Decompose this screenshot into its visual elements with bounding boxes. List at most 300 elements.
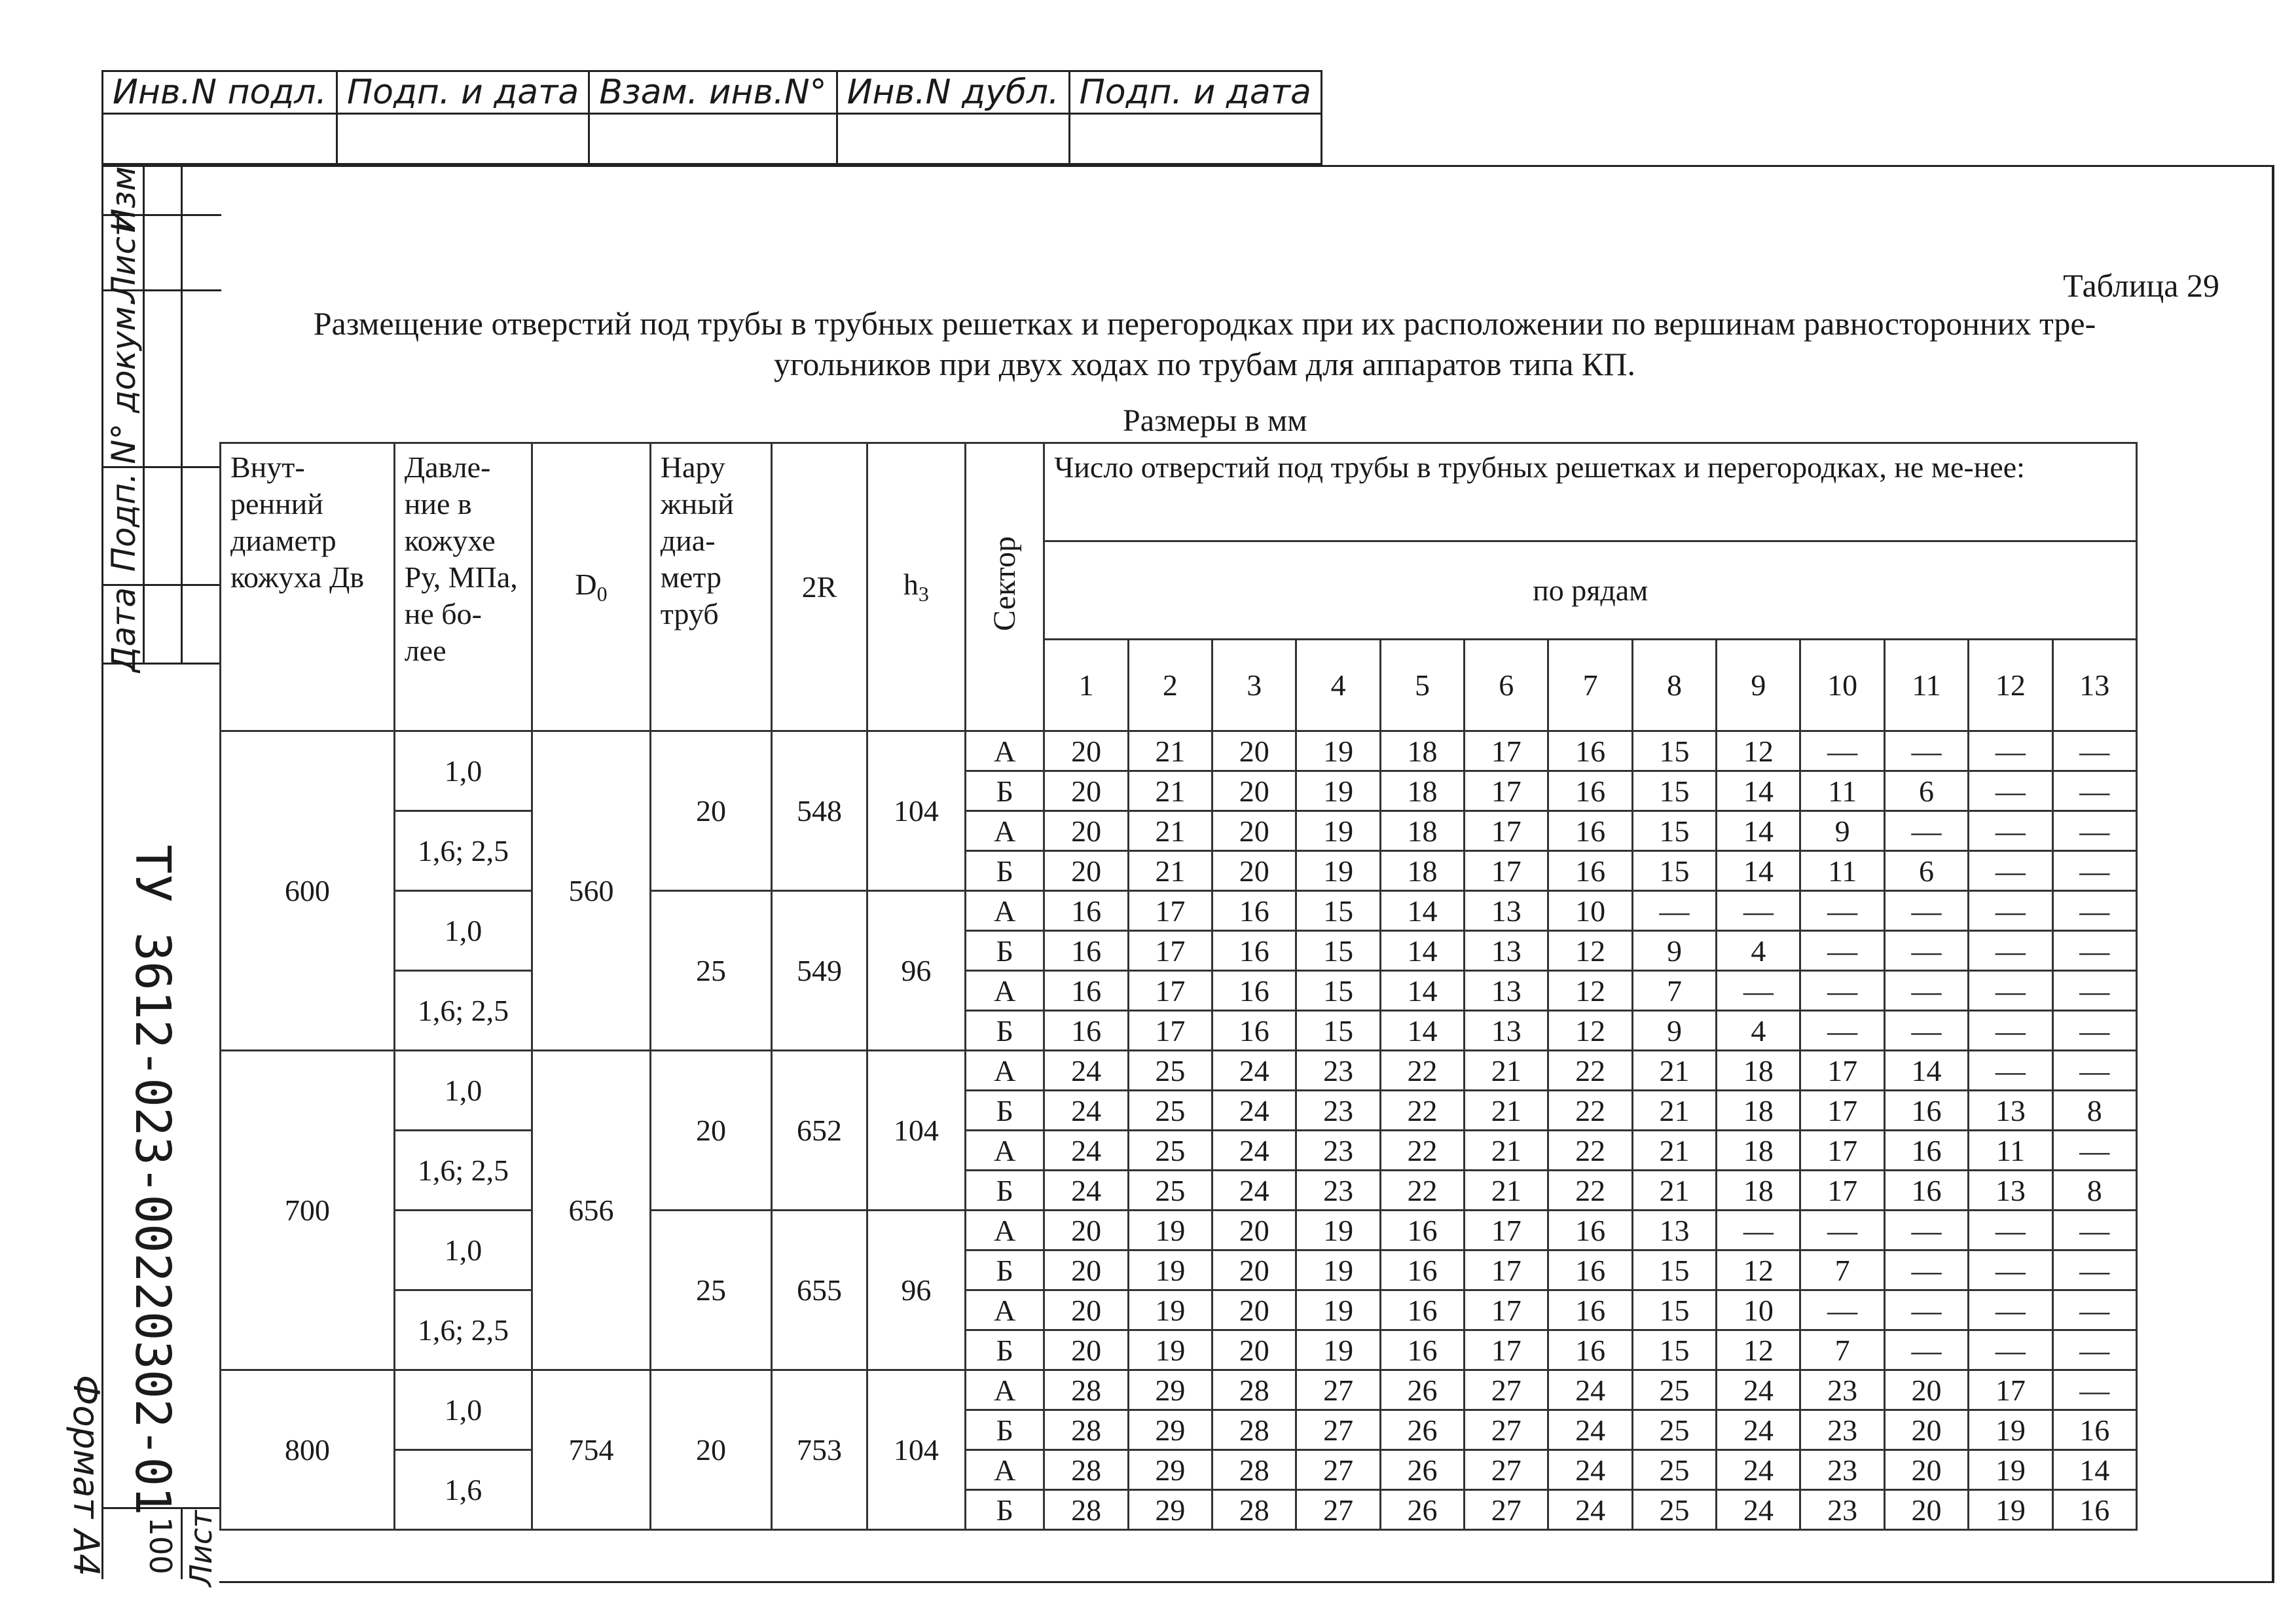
cell-hole-count: 24 — [1212, 1091, 1296, 1131]
cell-hole-count: — — [2052, 931, 2136, 971]
cell-hole-count: 24 — [1548, 1370, 1632, 1410]
header-h3 — [867, 443, 965, 731]
cell-hole-count: — — [1884, 1330, 1968, 1370]
cell-hole-count: 19 — [1969, 1410, 2052, 1450]
cell-hole-count: 25 — [1128, 1051, 1212, 1091]
header-row-9: 9 — [1717, 640, 1800, 731]
cell-hole-count: 23 — [1296, 1131, 1380, 1171]
cell-hole-count: — — [1969, 971, 2052, 1011]
cell-hole-count: 12 — [1548, 931, 1632, 971]
cell-hole-count: 17 — [1128, 931, 1212, 971]
cell-hole-count: — — [1884, 811, 1968, 851]
cell-hole-count: 21 — [1465, 1131, 1548, 1171]
cell-hole-count: 10 — [1548, 891, 1632, 931]
cell-hole-count: 15 — [1296, 1011, 1380, 1051]
cell-hole-count: 27 — [1465, 1450, 1548, 1490]
cell-hole-count: — — [1884, 1211, 1968, 1250]
cell-hole-count: 23 — [1296, 1091, 1380, 1131]
cell-hole-count: 28 — [1044, 1490, 1128, 1530]
header-by-rows: по рядам — [1044, 541, 2137, 640]
table-row — [221, 971, 2137, 1011]
cell-pressure: 1,6; 2,5 — [394, 1131, 532, 1211]
cell-hole-count: 13 — [1465, 891, 1548, 931]
cell-hole-count: — — [2052, 1330, 2136, 1370]
cell-hole-count: 20 — [1212, 1250, 1296, 1290]
stamp-header-podp-data-2: Подп. и дата — [1069, 71, 1321, 114]
cell-hole-count: 21 — [1632, 1131, 1716, 1171]
header-row-13: 13 — [2052, 640, 2136, 731]
header-row-11: 11 — [1884, 640, 1968, 731]
table-row — [221, 1450, 2137, 1490]
cell-hole-count: 14 — [1380, 931, 1464, 971]
cell-hole-count: 20 — [1044, 1290, 1128, 1330]
cell-outer-diameter: 20 — [650, 731, 772, 891]
cell-hole-count: 12 — [1717, 1330, 1800, 1370]
header-h3-main: h — [903, 568, 919, 602]
cell-hole-count: 21 — [1632, 1091, 1716, 1131]
cell-hole-count: 13 — [1969, 1171, 2052, 1211]
cell-hole-count: 20 — [1044, 771, 1128, 811]
cell-h3: 96 — [867, 1211, 965, 1370]
cell-hole-count: 26 — [1380, 1410, 1464, 1450]
cell-hole-count: 7 — [1800, 1330, 1884, 1370]
cell-hole-count: — — [1969, 771, 2052, 811]
cell-hole-count: — — [1969, 811, 2052, 851]
cell-pressure: 1,6; 2,5 — [394, 971, 532, 1051]
table-row — [221, 1290, 2137, 1330]
cell-hole-count: 24 — [1717, 1410, 1800, 1450]
cell-pressure: 1,0 — [394, 1051, 532, 1131]
cell-hole-count: 27 — [1296, 1370, 1380, 1410]
cell-hole-count: 27 — [1465, 1370, 1548, 1410]
cell-sector: А — [966, 1290, 1044, 1330]
cell-sector: А — [966, 1370, 1044, 1410]
cell-hole-count: 15 — [1632, 1330, 1716, 1370]
cell-hole-count: 17 — [1465, 851, 1548, 891]
table-body — [221, 731, 2137, 1530]
header-row-8: 8 — [1632, 640, 1716, 731]
header-row-2: 2 — [1128, 640, 1212, 731]
cell-inner-diameter: 700 — [221, 1051, 395, 1370]
cell-sector: А — [966, 1450, 1044, 1490]
cell-hole-count: 29 — [1128, 1370, 1212, 1410]
cell-pressure: 1,0 — [394, 1370, 532, 1450]
cell-hole-count: 20 — [1044, 1330, 1128, 1370]
cell-hole-count: — — [2052, 971, 2136, 1011]
cell-hole-count: 17 — [1465, 771, 1548, 811]
cell-hole-count: 29 — [1128, 1450, 1212, 1490]
cell-hole-count: 21 — [1128, 811, 1212, 851]
cell-hole-count: 16 — [1548, 731, 1632, 771]
cell-hole-count: — — [1800, 1211, 1884, 1250]
cell-hole-count: 29 — [1128, 1410, 1212, 1450]
cell-hole-count: 18 — [1380, 851, 1464, 891]
cell-hole-count: 19 — [1296, 1211, 1380, 1250]
cell-hole-count: 4 — [1717, 1011, 1800, 1051]
cell-hole-count: 16 — [1548, 811, 1632, 851]
stamp-cell — [837, 114, 1069, 164]
cell-hole-count: 14 — [1884, 1051, 1968, 1091]
cell-hole-count: 16 — [1044, 891, 1128, 931]
cell-hole-count: 14 — [1717, 851, 1800, 891]
stamp-cell — [1069, 114, 1321, 164]
cell-hole-count: — — [1969, 1051, 2052, 1091]
cell-hole-count: 13 — [1632, 1211, 1716, 1250]
cell-hole-count: 20 — [1884, 1490, 1968, 1530]
stamp-divider — [143, 165, 145, 663]
cell-hole-count: 16 — [1884, 1171, 1968, 1211]
cell-hole-count: — — [1969, 1211, 2052, 1250]
cell-hole-count: 17 — [1800, 1131, 1884, 1171]
cell-hole-count: 14 — [1380, 1011, 1464, 1051]
cell-hole-count: 16 — [1044, 971, 1128, 1011]
cell-pressure: 1,6; 2,5 — [394, 1290, 532, 1370]
stamp-label-izm: Изм — [105, 166, 143, 233]
cell-2r: 655 — [772, 1211, 867, 1370]
cell-sector: А — [966, 1131, 1044, 1171]
cell-hole-count: 27 — [1465, 1410, 1548, 1450]
cell-hole-count: — — [1800, 971, 1884, 1011]
cell-hole-count: — — [1884, 931, 1968, 971]
cell-hole-count: 26 — [1380, 1450, 1464, 1490]
cell-hole-count: 17 — [1128, 891, 1212, 931]
cell-inner-diameter: 600 — [221, 731, 395, 1051]
cell-sector: Б — [966, 1091, 1044, 1131]
cell-hole-count: 22 — [1380, 1051, 1464, 1091]
cell-hole-count: 28 — [1212, 1410, 1296, 1450]
cell-hole-count: 19 — [1296, 1290, 1380, 1330]
cell-hole-count: 19 — [1128, 1211, 1212, 1250]
cell-hole-count: — — [2052, 731, 2136, 771]
cell-hole-count: 16 — [1044, 1011, 1128, 1051]
stamp-divider — [103, 466, 221, 468]
document-frame — [219, 165, 2274, 1583]
header-row-1: 1 — [1044, 640, 1128, 731]
cell-hole-count: 25 — [1632, 1370, 1716, 1410]
cell-hole-count: 20 — [1044, 851, 1128, 891]
cell-hole-count: 23 — [1800, 1490, 1884, 1530]
cell-pressure: 1,0 — [394, 891, 532, 971]
cell-2r: 753 — [772, 1370, 867, 1530]
top-stamp — [101, 70, 1311, 165]
cell-hole-count: 9 — [1632, 1011, 1716, 1051]
cell-hole-count: 21 — [1128, 771, 1212, 811]
cell-hole-count: 20 — [1044, 1211, 1128, 1250]
cell-sector: Б — [966, 1410, 1044, 1450]
cell-hole-count: 18 — [1717, 1091, 1800, 1131]
cell-hole-count: — — [1969, 931, 2052, 971]
cell-hole-count: 22 — [1380, 1171, 1464, 1211]
header-pressure: Давле-ние в кожухе Ру, МПа, не бо-лее — [394, 443, 532, 731]
cell-outer-diameter: 20 — [650, 1051, 772, 1211]
cell-hole-count: 20 — [1212, 731, 1296, 771]
cell-hole-count: 17 — [1128, 1011, 1212, 1051]
cell-hole-count: 12 — [1717, 1250, 1800, 1290]
cell-hole-count: 4 — [1717, 931, 1800, 971]
cell-hole-count: — — [1884, 891, 1968, 931]
stamp-label-list: Лист — [105, 217, 143, 301]
header-d0-sub: 0 — [596, 582, 608, 606]
cell-d0: 560 — [532, 731, 650, 1051]
cell-hole-count: — — [1884, 731, 1968, 771]
cell-hole-count: 10 — [1717, 1290, 1800, 1330]
cell-hole-count: 19 — [1969, 1450, 2052, 1490]
stamp-cell — [589, 114, 837, 164]
cell-hole-count: 28 — [1044, 1410, 1128, 1450]
table-row — [221, 1211, 2137, 1250]
header-holes-count: Число отверстий под трубы в трубных решетках и перегородках, не ме-нее: — [1044, 443, 2137, 541]
table-row — [221, 1370, 2137, 1410]
header-row-4: 4 — [1296, 640, 1380, 731]
cell-hole-count: 16 — [1380, 1211, 1464, 1250]
cell-pressure: 1,6; 2,5 — [394, 811, 532, 891]
cell-hole-count: 26 — [1380, 1490, 1464, 1530]
sheet-number: 100 — [143, 1517, 178, 1575]
cell-hole-count: 16 — [1548, 771, 1632, 811]
stamp-label-podp: Подп. — [105, 473, 143, 572]
cell-hole-count: — — [2052, 1131, 2136, 1171]
cell-hole-count: 15 — [1632, 1290, 1716, 1330]
cell-hole-count: 9 — [1632, 931, 1716, 971]
cell-hole-count: 17 — [1800, 1171, 1884, 1211]
cell-hole-count: 16 — [1548, 1211, 1632, 1250]
cell-hole-count: 7 — [1800, 1250, 1884, 1290]
cell-hole-count: 16 — [1548, 1290, 1632, 1330]
cell-pressure: 1,6 — [394, 1450, 532, 1530]
cell-hole-count: 18 — [1380, 811, 1464, 851]
cell-sector: Б — [966, 1250, 1044, 1290]
cell-sector: А — [966, 891, 1044, 931]
cell-sector: А — [966, 1051, 1044, 1091]
cell-hole-count: 19 — [1296, 1330, 1380, 1370]
table-title-line-1: Размещение отверстий под трубы в трубных решетках и перегородках при их расположении по вершинам равносторонних тре- — [313, 305, 2096, 342]
cell-hole-count: 22 — [1548, 1051, 1632, 1091]
cell-hole-count: 24 — [1717, 1370, 1800, 1410]
document-number: ТУ 3612-023-00220302-01 — [124, 845, 181, 1516]
cell-sector: Б — [966, 931, 1044, 971]
cell-hole-count: 16 — [1212, 1011, 1296, 1051]
cell-sector: А — [966, 971, 1044, 1011]
cell-hole-count: 23 — [1800, 1450, 1884, 1490]
cell-hole-count: 20 — [1212, 1290, 1296, 1330]
cell-hole-count: 11 — [1969, 1131, 2052, 1171]
cell-hole-count: 25 — [1128, 1171, 1212, 1211]
cell-hole-count: 24 — [1212, 1131, 1296, 1171]
cell-hole-count: 14 — [2052, 1450, 2136, 1490]
cell-hole-count: 24 — [1044, 1131, 1128, 1171]
cell-hole-count: 6 — [1884, 771, 1968, 811]
cell-hole-count: — — [1632, 891, 1716, 931]
cell-hole-count: — — [1969, 1011, 2052, 1051]
cell-h3: 104 — [867, 1370, 965, 1530]
cell-hole-count: 24 — [1212, 1051, 1296, 1091]
cell-hole-count: 9 — [1800, 811, 1884, 851]
cell-hole-count: 20 — [1212, 771, 1296, 811]
cell-hole-count: 18 — [1717, 1131, 1800, 1171]
cell-hole-count: 15 — [1632, 731, 1716, 771]
cell-hole-count: — — [1800, 731, 1884, 771]
cell-sector: Б — [966, 1490, 1044, 1530]
cell-hole-count: 16 — [1884, 1131, 1968, 1171]
holes-table — [219, 442, 2138, 1531]
cell-hole-count: — — [1969, 731, 2052, 771]
cell-hole-count: 17 — [1800, 1051, 1884, 1091]
cell-hole-count: — — [1884, 1250, 1968, 1290]
cell-hole-count: 17 — [1465, 1250, 1548, 1290]
cell-sector: А — [966, 811, 1044, 851]
cell-hole-count: 27 — [1465, 1490, 1548, 1530]
cell-hole-count: — — [2052, 1370, 2136, 1410]
dimensions-note: Размеры в мм — [1123, 403, 1307, 438]
stamp-header-inv-podl: Инв.N подл. — [103, 71, 337, 114]
cell-hole-count: 21 — [1465, 1171, 1548, 1211]
cell-hole-count: 17 — [1969, 1370, 2052, 1410]
cell-hole-count: 21 — [1632, 1171, 1716, 1211]
cell-hole-count: 6 — [1884, 851, 1968, 891]
stamp-header-vzam-inv: Взам. инв.N° — [589, 71, 837, 114]
stamp-cell — [337, 114, 589, 164]
cell-hole-count: 22 — [1380, 1091, 1464, 1131]
cell-hole-count: 24 — [1044, 1051, 1128, 1091]
stamp-label-n-dokum: N° докум. — [105, 296, 143, 464]
cell-hole-count: — — [2052, 771, 2136, 811]
cell-hole-count: — — [1800, 1290, 1884, 1330]
cell-hole-count: 14 — [1380, 971, 1464, 1011]
cell-hole-count: 24 — [1717, 1490, 1800, 1530]
header-row-10: 10 — [1800, 640, 1884, 731]
header-2r: 2R — [772, 443, 867, 731]
cell-pressure: 1,0 — [394, 1211, 532, 1290]
cell-hole-count: 20 — [1212, 1211, 1296, 1250]
cell-hole-count: 28 — [1212, 1490, 1296, 1530]
cell-hole-count: 24 — [1717, 1450, 1800, 1490]
cell-hole-count: 19 — [1296, 731, 1380, 771]
cell-hole-count: 28 — [1044, 1370, 1128, 1410]
cell-hole-count: 20 — [1884, 1410, 1968, 1450]
table-title-line-2: угольников при двух ходах по трубам для аппаратов типа КП. — [774, 346, 1635, 382]
stamp-header-inv-dubl: Инв.N дубл. — [837, 71, 1069, 114]
cell-hole-count: 25 — [1128, 1131, 1212, 1171]
cell-hole-count: 21 — [1128, 731, 1212, 771]
cell-hole-count: 27 — [1296, 1410, 1380, 1450]
header-d0 — [532, 443, 650, 731]
cell-hole-count: 21 — [1465, 1091, 1548, 1131]
cell-d0: 656 — [532, 1051, 650, 1370]
cell-hole-count: 13 — [1969, 1091, 2052, 1131]
cell-hole-count: 20 — [1212, 811, 1296, 851]
cell-hole-count: 17 — [1465, 811, 1548, 851]
header-outer-diameter: Нару жный диа-метр труб — [650, 443, 772, 731]
cell-hole-count: 17 — [1465, 1290, 1548, 1330]
cell-hole-count: — — [2052, 851, 2136, 891]
cell-hole-count: — — [1800, 931, 1884, 971]
cell-hole-count: 28 — [1044, 1450, 1128, 1490]
table-row — [221, 1131, 2137, 1171]
header-row-6: 6 — [1465, 640, 1548, 731]
cell-hole-count: — — [1884, 1011, 1968, 1051]
cell-hole-count: 21 — [1465, 1051, 1548, 1091]
cell-hole-count: 12 — [1548, 971, 1632, 1011]
cell-h3: 104 — [867, 1051, 965, 1211]
cell-hole-count: 22 — [1548, 1171, 1632, 1211]
cell-hole-count: 14 — [1380, 891, 1464, 931]
cell-hole-count: — — [1884, 1290, 1968, 1330]
cell-outer-diameter: 25 — [650, 891, 772, 1051]
cell-hole-count: 25 — [1632, 1490, 1716, 1530]
cell-hole-count: 19 — [1969, 1490, 2052, 1530]
cell-hole-count: 11 — [1800, 851, 1884, 891]
cell-sector: А — [966, 1211, 1044, 1250]
cell-hole-count: 15 — [1632, 1250, 1716, 1290]
cell-hole-count: 16 — [1548, 1330, 1632, 1370]
cell-hole-count: 12 — [1548, 1011, 1632, 1051]
cell-hole-count: 15 — [1632, 851, 1716, 891]
cell-sector: Б — [966, 771, 1044, 811]
cell-hole-count: 16 — [1884, 1091, 1968, 1131]
cell-hole-count: 28 — [1212, 1450, 1296, 1490]
cell-hole-count: — — [1800, 1011, 1884, 1051]
table-row — [221, 811, 2137, 851]
header-row-7: 7 — [1548, 640, 1632, 731]
cell-hole-count: — — [1717, 971, 1800, 1011]
cell-2r: 548 — [772, 731, 867, 891]
format-label: Формат А4 — [65, 1375, 107, 1577]
cell-hole-count: — — [1969, 1330, 2052, 1370]
cell-hole-count: 16 — [1380, 1290, 1464, 1330]
cell-hole-count: 16 — [1212, 971, 1296, 1011]
cell-hole-count: 19 — [1128, 1250, 1212, 1290]
table-number: Таблица 29 — [2063, 267, 2219, 304]
cell-hole-count: 22 — [1380, 1131, 1464, 1171]
stamp-divider — [181, 1507, 183, 1579]
cell-hole-count: — — [1969, 1290, 2052, 1330]
cell-hole-count: — — [2052, 891, 2136, 931]
cell-hole-count: 14 — [1717, 771, 1800, 811]
cell-hole-count: 16 — [2052, 1490, 2136, 1530]
cell-hole-count: 24 — [1548, 1410, 1632, 1450]
cell-hole-count: 16 — [1548, 851, 1632, 891]
cell-hole-count: 17 — [1465, 1211, 1548, 1250]
cell-sector: Б — [966, 1171, 1044, 1211]
cell-hole-count: — — [2052, 1011, 2136, 1051]
cell-hole-count: 17 — [1800, 1091, 1884, 1131]
cell-hole-count: 15 — [1296, 891, 1380, 931]
cell-hole-count: 21 — [1128, 851, 1212, 891]
header-row-5: 5 — [1380, 640, 1464, 731]
header-d0-main: D — [575, 568, 597, 602]
cell-hole-count: 24 — [1548, 1450, 1632, 1490]
header-inner-diameter: Внут-ренний диаметр кожуха Дв — [221, 443, 395, 731]
cell-2r: 652 — [772, 1051, 867, 1211]
cell-hole-count: — — [1969, 891, 2052, 931]
cell-hole-count: 26 — [1380, 1370, 1464, 1410]
cell-2r: 549 — [772, 891, 867, 1051]
cell-hole-count: 19 — [1296, 771, 1380, 811]
cell-hole-count: 23 — [1800, 1370, 1884, 1410]
cell-hole-count: 15 — [1632, 811, 1716, 851]
cell-inner-diameter: 800 — [221, 1370, 395, 1530]
cell-h3: 96 — [867, 891, 965, 1051]
cell-hole-count: — — [1717, 891, 1800, 931]
cell-hole-count: — — [2052, 811, 2136, 851]
cell-hole-count: 17 — [1128, 971, 1212, 1011]
cell-hole-count: 13 — [1465, 971, 1548, 1011]
cell-hole-count: 19 — [1296, 811, 1380, 851]
cell-hole-count: 23 — [1296, 1051, 1380, 1091]
cell-hole-count: 18 — [1717, 1171, 1800, 1211]
cell-hole-count: 20 — [1044, 1250, 1128, 1290]
cell-hole-count: 15 — [1632, 771, 1716, 811]
